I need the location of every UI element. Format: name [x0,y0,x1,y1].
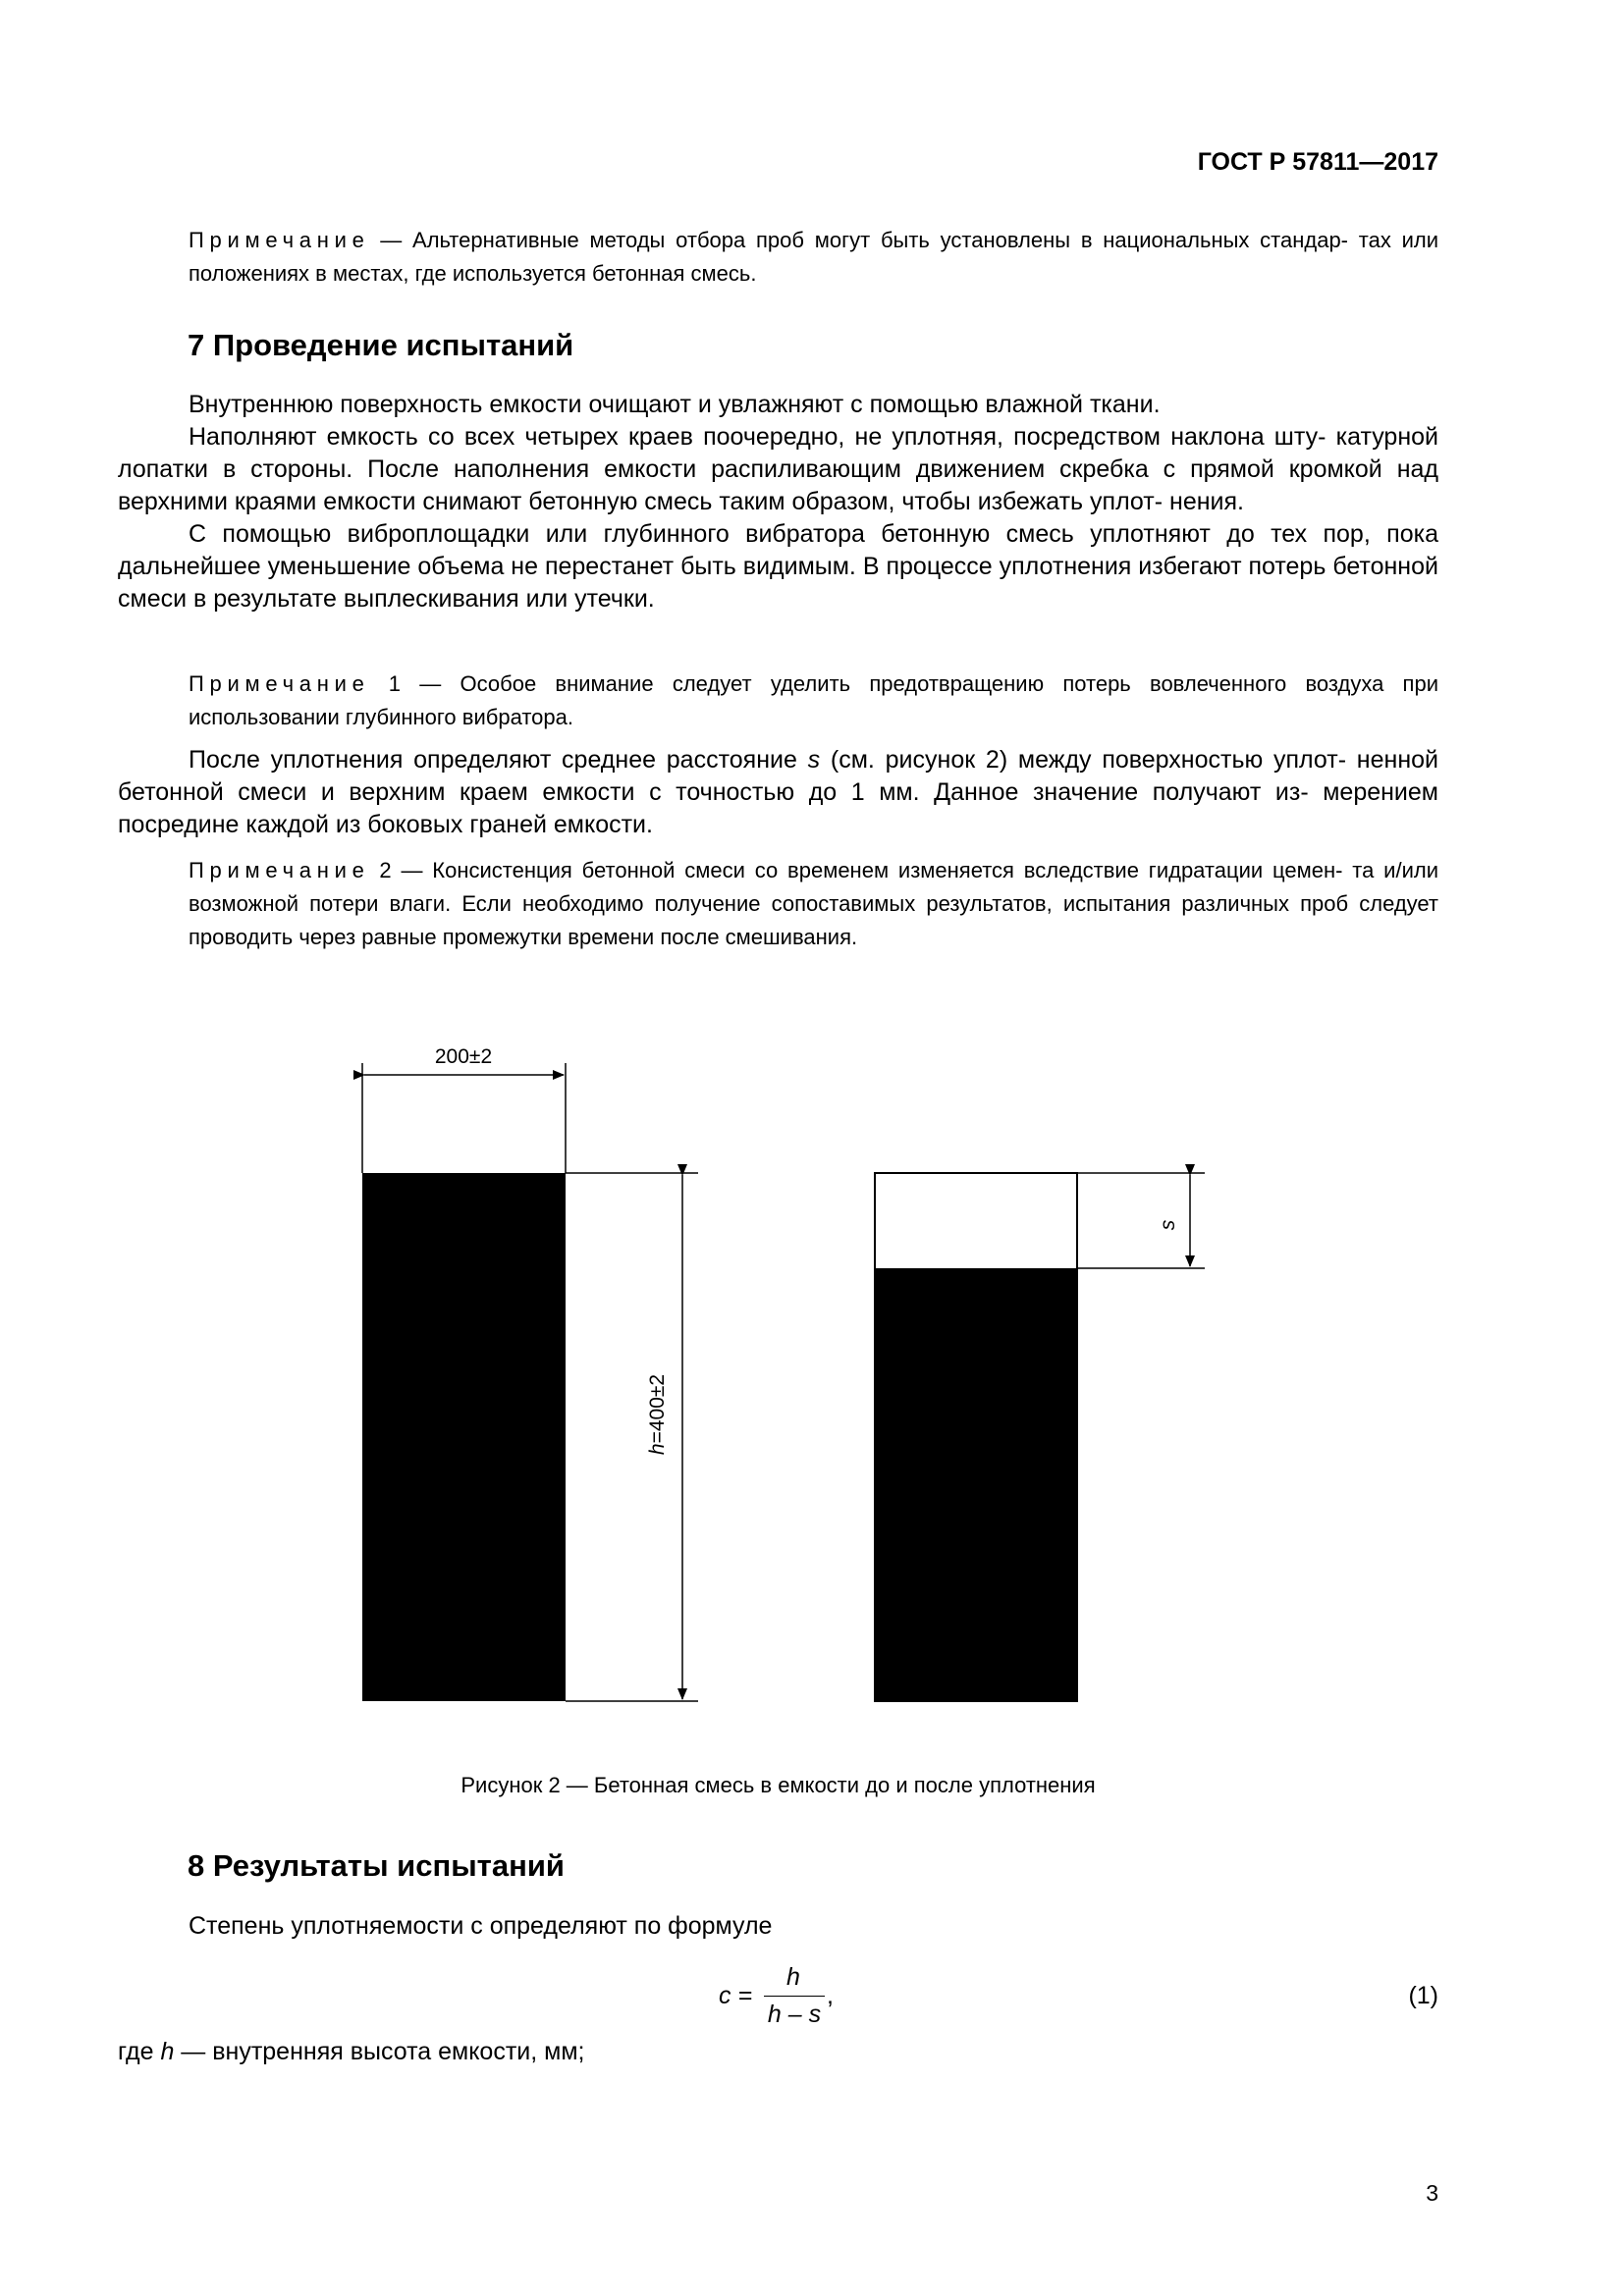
paragraph: Наполняют емкость со всех четырех краев поочередно, не уплотняя, посредством наклона шту- катурной лопатки в стороны. После наполнения емкости распиливающим движением скребка с прямой кромкой над верхними краями емкости снимают бетонную смесь таким образом, чтобы избежать уплот- нения. [118,423,1438,515]
variable-s: s [807,746,821,774]
variable-h: h [160,2038,175,2065]
formula-denominator: h – s [767,2001,822,2028]
paragraph: Внутреннюю поверхность емкости очищают и увлажняют с помощью влажной ткани. [189,391,1161,418]
where-clause: где h — внутренняя высота емкости, мм; [118,2038,585,2065]
note-text: 2 — Консистенция бетонной смеси со временем изменяется вследствие гидратации цемен- та и/или возможной потери влаги. Если необходимо получение сопоставимых результатов, испытания различных проб следует проводить через равные промежутки времени после смешивания. [189,858,1438,949]
document-code: ГОСТ Р 57811—2017 [1197,148,1438,176]
container-after-filled [875,1268,1077,1701]
paragraph: Степень уплотняемости c определяют по формуле [189,1912,773,1940]
section-8-title: 8 Результаты испытаний [188,1848,565,1883]
height-dimension-label: h=400±2 [646,1373,669,1456]
formula-lhs: c = [719,1982,753,2009]
s-dimension-label: s [1157,1219,1179,1231]
formula-comma: , [827,1982,834,2009]
paragraph: С помощью виброплощадки или глубинного вибратора бетонную смесь уплотняют до тех пор, пока дальнейшее уменьшение объема не перестанет быть видимым. В процессе уплотнения избегают потерь бетонной смеси в результате выплескивания или утечки. [118,520,1438,613]
container-before-filled [362,1173,566,1701]
formula-1 [118,1963,1438,2035]
formula-numerator: h [786,1963,800,1991]
note-label: Примечание [189,671,370,696]
section-8-body [118,1910,1438,1943]
section-7-title: 7 Проведение испытаний [188,328,574,362]
page-number: 3 [1426,2180,1438,2206]
fraction-bar [764,1996,825,1997]
paragraph: После уплотнения определяют среднее расстояние s (см. рисунок 2) между поверхностью уплот- ненной бетонной смеси и верхним краем емкости с точностью до 1 мм. Данное значение получают из- мерением посредине каждой из боковых граней емкости. [118,746,1438,838]
note-label: Примечание [189,228,370,252]
formula-number: (1) [1408,1982,1438,2009]
note-label: Примечание [189,858,370,882]
note-text: 1 — Особое внимание следует уделить предотвращению потерь вовлеченного воздуха при использовании глубинного вибратора. [189,671,1438,729]
note-text: — Альтернативные методы отбора проб могут быть установлены в национальных стандар- тах или положениях в местах, где используется бетонная смесь. [189,228,1438,286]
width-dimension-label: 200±2 [434,1045,493,1068]
figure-caption: Рисунок 2 — Бетонная смесь в емкости до и после уплотнения [460,1773,1096,1797]
